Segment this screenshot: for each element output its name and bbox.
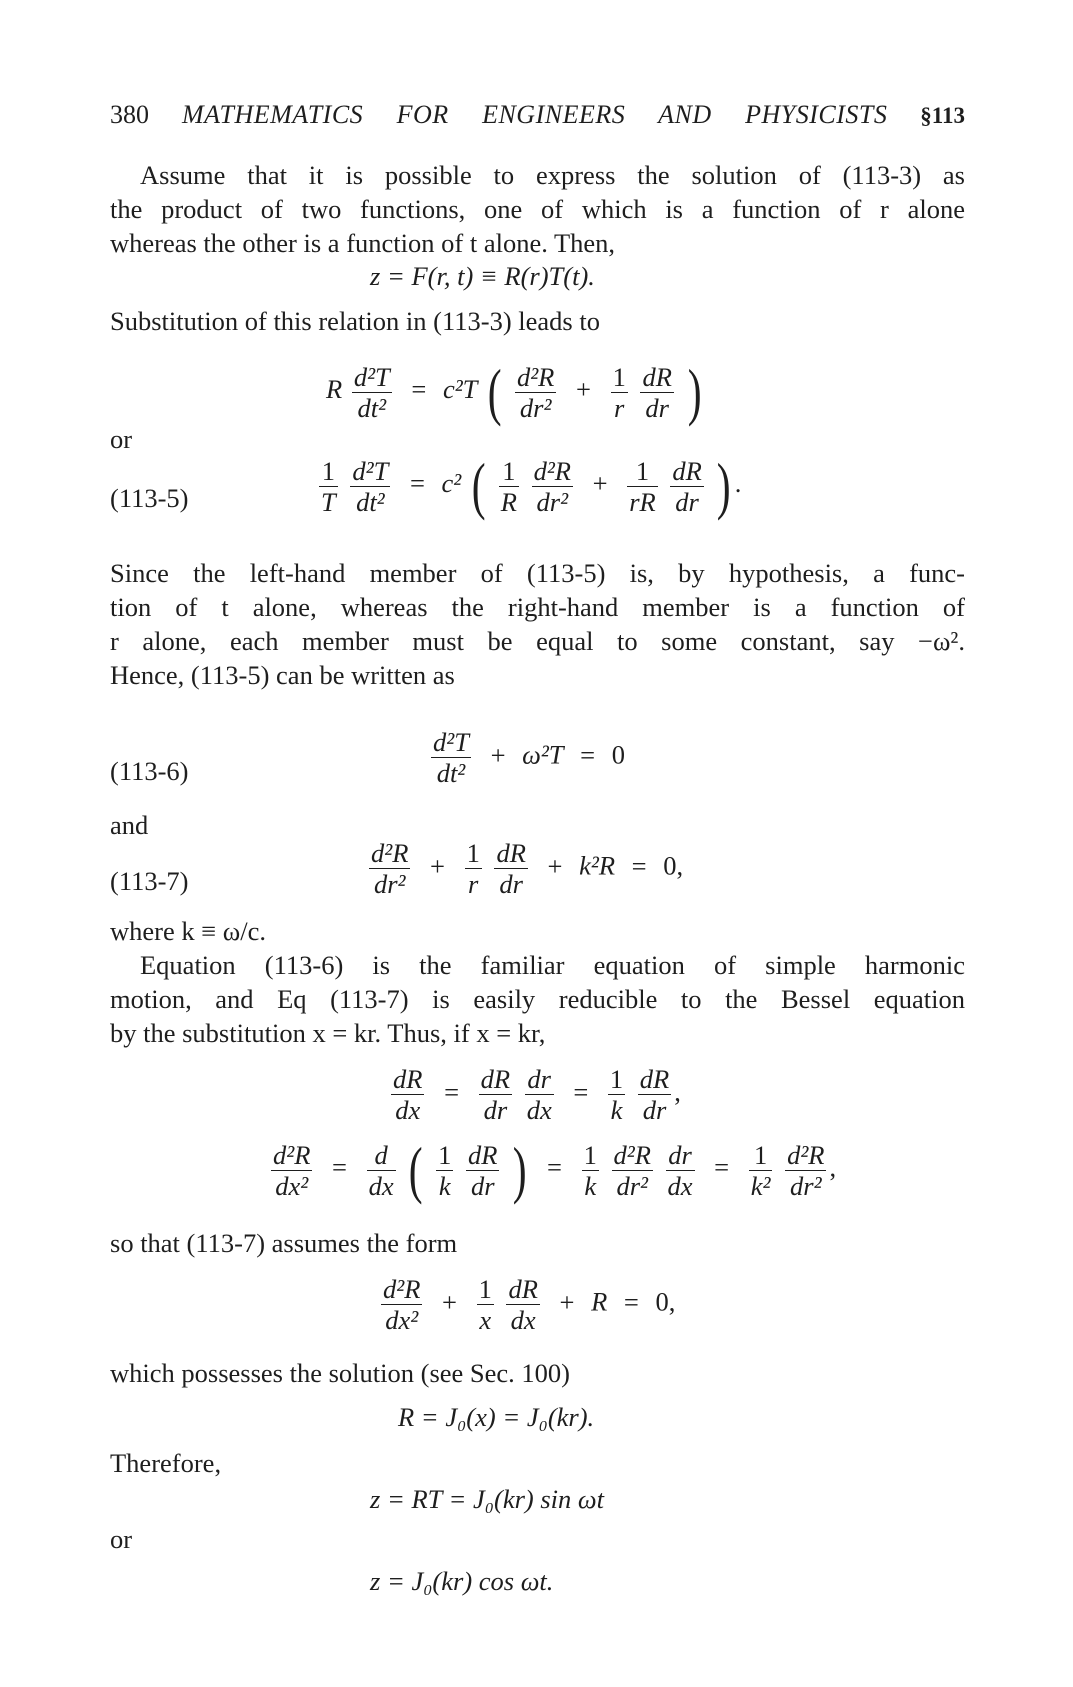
para2-line: Substitution of this relation in (113-3) leads to bbox=[110, 306, 600, 336]
equation-label-113-6: (113-6) bbox=[110, 756, 189, 786]
equation-z-cos: z = J₀(kr) cos ωt. bbox=[370, 1566, 554, 1596]
para3-line-2: tion of t alone, whereas the right-hand member is a function of bbox=[110, 592, 965, 622]
equation-113-7: $\frac{\text{d²R}}{\text{dr²}}$ + $\frac{1}{r}$ $\frac{dR}{dr}$ + k²R = 0, bbox=[371, 838, 684, 899]
equation-bessel-solution: R = J₀(x) = J₀(kr). bbox=[398, 1402, 595, 1432]
equation-second-derivative: $\frac{\text{d²R}}{\text{dx²}}$ = $\frac{d}{dx}$ ( $\frac{1}{k}$ $\frac{dR}{dr}$ ) = $\frac{1}{k}$ $\frac{\text{d²R}}{\text{dr²}}$ $\frac{dr}{dx}$ = $\frac{1}{\text{k²}}$ $\frac{\text{d²R}}{\text{dr²}}$ , bbox=[273, 1134, 837, 1205]
para6-line: which possesses the solution (see Sec. 100) bbox=[110, 1358, 570, 1388]
para4-line-3: by the substitution x = kr. Thus, if x = kr, bbox=[110, 1018, 546, 1048]
page-header-title: MATHEMATICS FOR ENGINEERS AND PHYSICISTS bbox=[181, 100, 888, 129]
word-or-2: or bbox=[110, 1524, 133, 1554]
para4-line-1: Equation (113-6) is the familiar equation of simple harmonic bbox=[140, 950, 965, 980]
page-number: 380 bbox=[110, 100, 149, 129]
para3-line-1: Since the left-hand member of (113-5) is, by hypothesis, a func- bbox=[110, 558, 965, 588]
section-number: §113 bbox=[920, 103, 966, 128]
equation-label-113-7: (113-7) bbox=[110, 866, 189, 896]
equation-product-solution: z = F(r, t) ≡ R(r)T(t). bbox=[370, 261, 595, 291]
equation-first-derivative: $\frac{dR}{dx}$ = $\frac{dR}{dr}$ $\frac{dr}{dx}$ = $\frac{1}{k}$ $\frac{dR}{dr}$ , bbox=[393, 1064, 681, 1125]
word-therefore: Therefore, bbox=[110, 1448, 222, 1478]
equation-113-6: $\frac{\text{d²T}}{\text{dt²}}$ + ω²T = 0 bbox=[433, 727, 625, 788]
para1-line-3: whereas the other is a function of t alone. Then, bbox=[110, 228, 616, 258]
equation-113-5: $\frac{1}{T}$ $\frac{\text{d²T}}{\text{dt²}}$ = c² ( $\frac{1}{R}$ $\frac{\text{d²R}}{\text{dr²}}$ + $\frac{1}{rR}$ $\frac{dR}{dr}$ ) . bbox=[321, 450, 742, 521]
word-and: and bbox=[110, 810, 149, 840]
para3-line-4: Hence, (113-5) can be written as bbox=[110, 660, 455, 690]
equation-bessel-form: $\frac{\text{d²R}}{\text{dx²}}$ + $\frac{1}{x}$ $\frac{dR}{dx}$ + R = 0, bbox=[383, 1274, 676, 1335]
equation-z-sin: z = RT = J₀(kr) sin ωt bbox=[370, 1484, 604, 1514]
para5-line: so that (113-7) assumes the form bbox=[110, 1228, 458, 1258]
running-header bbox=[110, 98, 965, 133]
equation-substituted: R $\frac{\text{d²T}}{\text{dt²}}$ = c²T ( $\frac{\text{d²R}}{\text{dr²}}$ + $\frac{1}{r}$ $\frac{dR}{dr}$ ) bbox=[326, 356, 702, 427]
equation-label-113-5: (113-5) bbox=[110, 483, 189, 513]
where-line: where k ≡ ω/c. bbox=[110, 916, 266, 946]
para1-line-2: the product of two functions, one of which is a function of r alone bbox=[110, 194, 965, 224]
word-or: or bbox=[110, 424, 133, 454]
para1-line-1: Assume that it is possible to express the solution of (113-3) as bbox=[140, 160, 965, 190]
para3-line-3: r alone, each member must be equal to some constant, say −ω². bbox=[110, 626, 965, 656]
para4-line-2: motion, and Eq (113-7) is easily reducible to the Bessel equation bbox=[110, 984, 965, 1014]
